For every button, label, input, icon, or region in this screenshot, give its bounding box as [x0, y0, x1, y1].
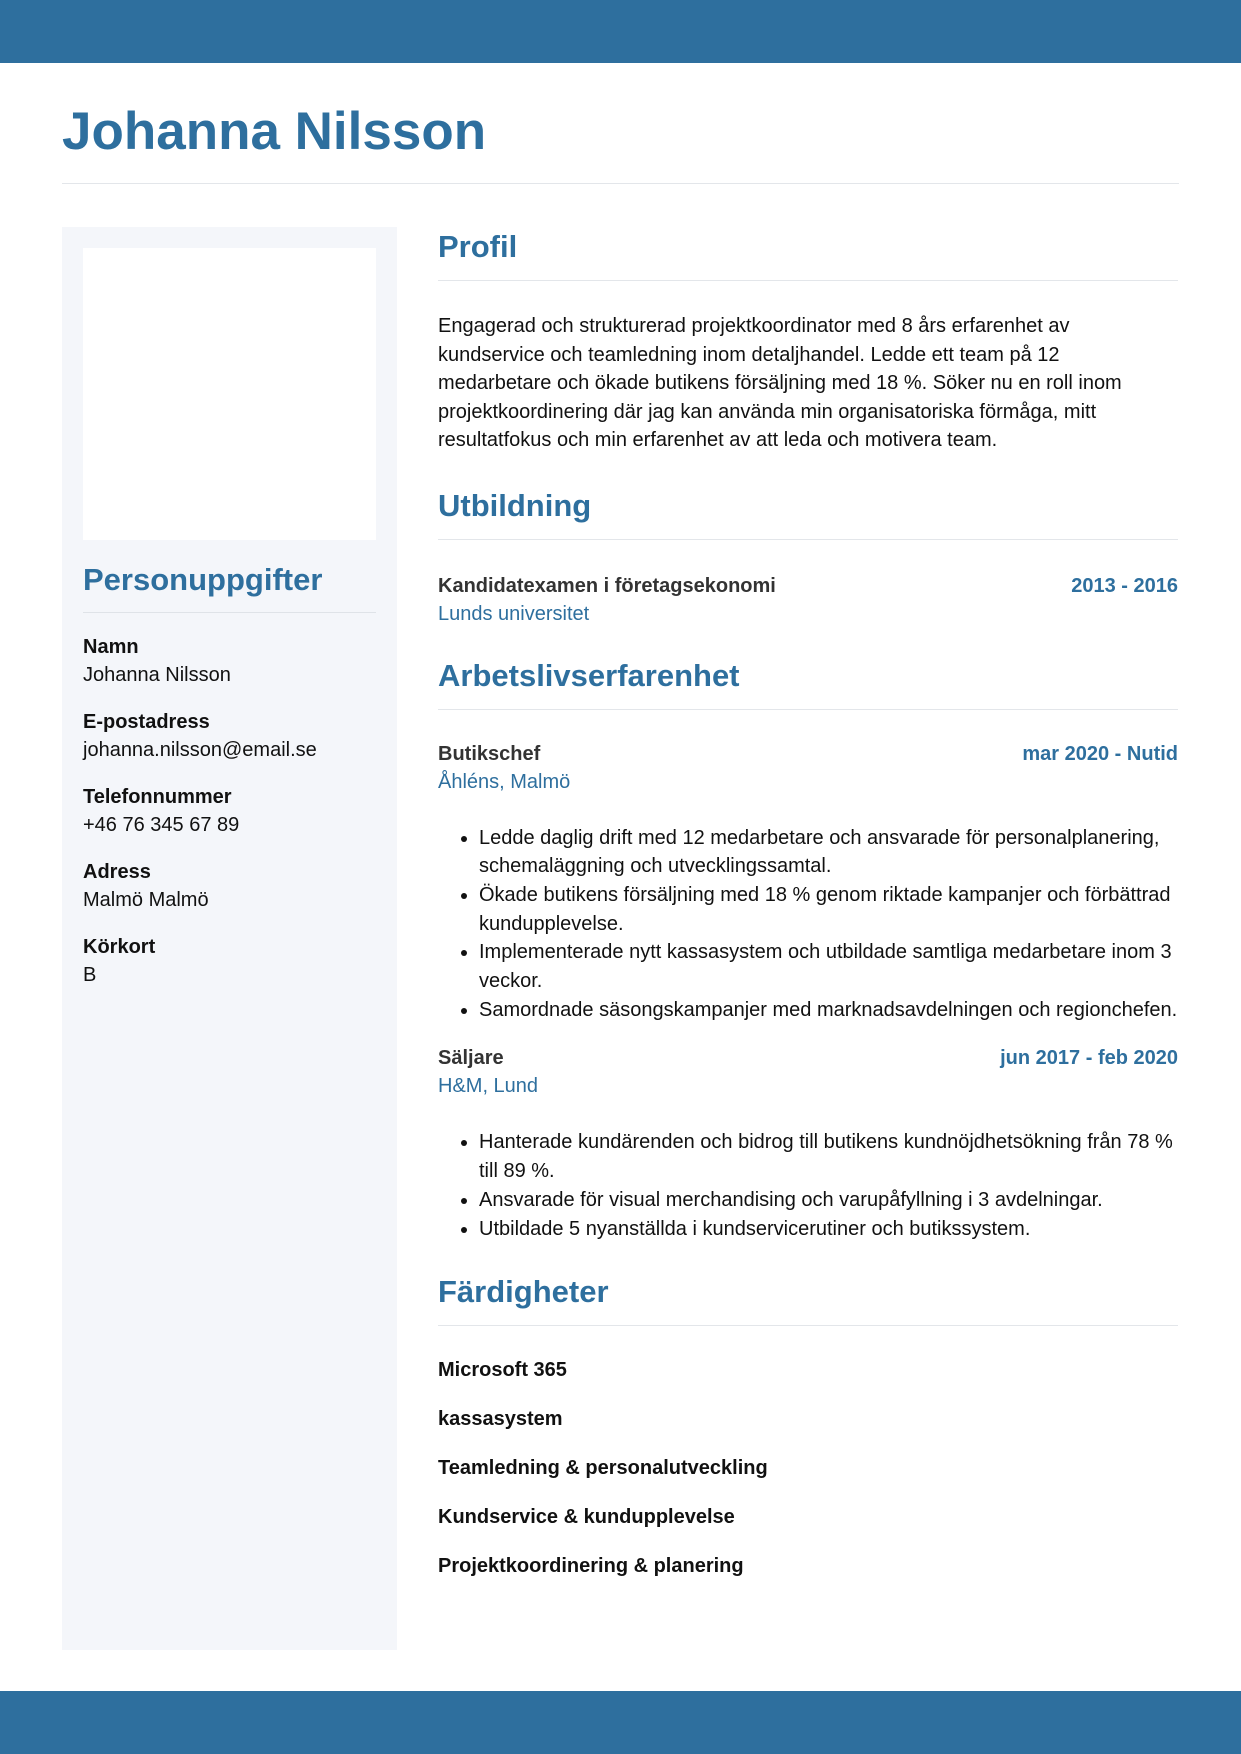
field-value: johanna.nilsson@email.se: [83, 739, 317, 761]
section-divider: [438, 709, 1178, 710]
field-phone: [83, 783, 376, 839]
achievement-item: • Hanterade kundärenden och bidrog till butikens kundnöjdhetsökning från 78 % till 89 %.: [479, 1128, 1178, 1185]
skills-section: [438, 1269, 1178, 1580]
profile-text: Engagerad och strukturerad projektkoordinator med 8 års erfarenhet av kundservice och teamledning inom detaljhandel. Ledde ett team på 12 medarbetare och ökade butikens försäljning med 18 %. Söker nu en roll inom projektkoordinering där jag kan använda min organisatoriska förmåga, mitt resultatfokus och min erfarenhet av att leda och motivera team.: [438, 315, 1122, 451]
experience-title: Arbetslivserfarenhet: [438, 657, 740, 693]
skill-item: Teamledning & personalutveckling: [438, 1457, 768, 1480]
experience-section: [438, 653, 1178, 1244]
job-title: Butikschef: [438, 742, 541, 765]
field-email: [83, 708, 376, 764]
job-employer: Åhléns, Malmö: [438, 770, 571, 793]
profile-title: Profil: [438, 229, 518, 264]
field-label: Adress: [83, 861, 151, 883]
achievement-item: • Samordnade säsongskampanjer med marknadsavdelningen och regionchefen.: [479, 996, 1178, 1025]
job-achievements: [438, 824, 1178, 1025]
degree-title: Kandidatexamen i företagsekonomi: [438, 574, 776, 597]
field-label: Namn: [83, 636, 139, 658]
section-divider: [438, 280, 1178, 281]
candidate-name: Johanna Nilsson: [62, 102, 487, 161]
job-employer: H&M, Lund: [438, 1075, 539, 1098]
bottom-color-band: [0, 1691, 1241, 1754]
job-title: Säljare: [438, 1047, 504, 1070]
field-value: B: [83, 964, 97, 986]
skill-item: Projektkoordinering & planering: [438, 1555, 744, 1578]
achievement-item: • Ansvarade för visual merchandising och varupåfyllning i 3 avdelningar.: [479, 1186, 1178, 1215]
achievement-item: • Ökade butikens försäljning med 18 % genom riktade kampanjer och förbättrad kundupplevelse.: [479, 881, 1178, 938]
section-divider: [438, 539, 1178, 540]
personal-info-list: [83, 633, 376, 1008]
job-achievements: [438, 1128, 1178, 1243]
field-value: Johanna Nilsson: [83, 664, 231, 686]
skills-list: [438, 1356, 1178, 1580]
achievement-item: • Implementerade nytt kassasystem och utbildade samtliga medarbetare inom 3 veckor.: [479, 938, 1178, 995]
field-label: Telefonnummer: [83, 786, 232, 808]
sidebar: [62, 227, 397, 1650]
school-name: Lunds universitet: [438, 602, 590, 625]
profile-photo-placeholder: [83, 248, 376, 540]
job-entry: [438, 740, 1178, 1025]
achievement-item: • Ledde daglig drift med 12 medarbetare och ansvarade för personalplanering, schemaläggning och utvecklingssamtal.: [479, 824, 1178, 881]
skill-item: Kundservice & kundupplevelse: [438, 1506, 735, 1529]
field-label: Körkort: [83, 936, 156, 958]
skill-item: Microsoft 365: [438, 1359, 567, 1382]
field-value: Malmö Malmö: [83, 889, 209, 911]
skills-title: Färdigheter: [438, 1274, 609, 1310]
field-name: [83, 633, 376, 689]
achievement-item: • Utbildade 5 nyanställda i kundservicerutiner och butikssystem.: [479, 1215, 1178, 1244]
skill-item: kassasystem: [438, 1408, 563, 1431]
job-entry: [438, 1044, 1178, 1243]
field-value: +46 76 345 67 89: [83, 814, 240, 836]
personal-info-divider: [83, 612, 376, 613]
field-drivers-license: [83, 933, 376, 989]
top-color-band: [0, 0, 1241, 63]
personal-info-title: Personuppgifter: [83, 562, 323, 597]
education-dates: 2013 - 2016: [1071, 574, 1178, 597]
education-entry: [438, 572, 1178, 629]
name-divider: [62, 183, 1179, 184]
job-dates: jun 2017 - feb 2020: [1000, 1047, 1178, 1070]
education-title: Utbildning: [438, 487, 592, 523]
profile-section: [438, 224, 1178, 455]
section-divider: [438, 1325, 1178, 1326]
job-dates: mar 2020 - Nutid: [1022, 742, 1178, 765]
field-address: [83, 858, 376, 914]
main-content: [438, 224, 1178, 1601]
field-label: E-postadress: [83, 711, 210, 733]
education-section: [438, 483, 1178, 629]
